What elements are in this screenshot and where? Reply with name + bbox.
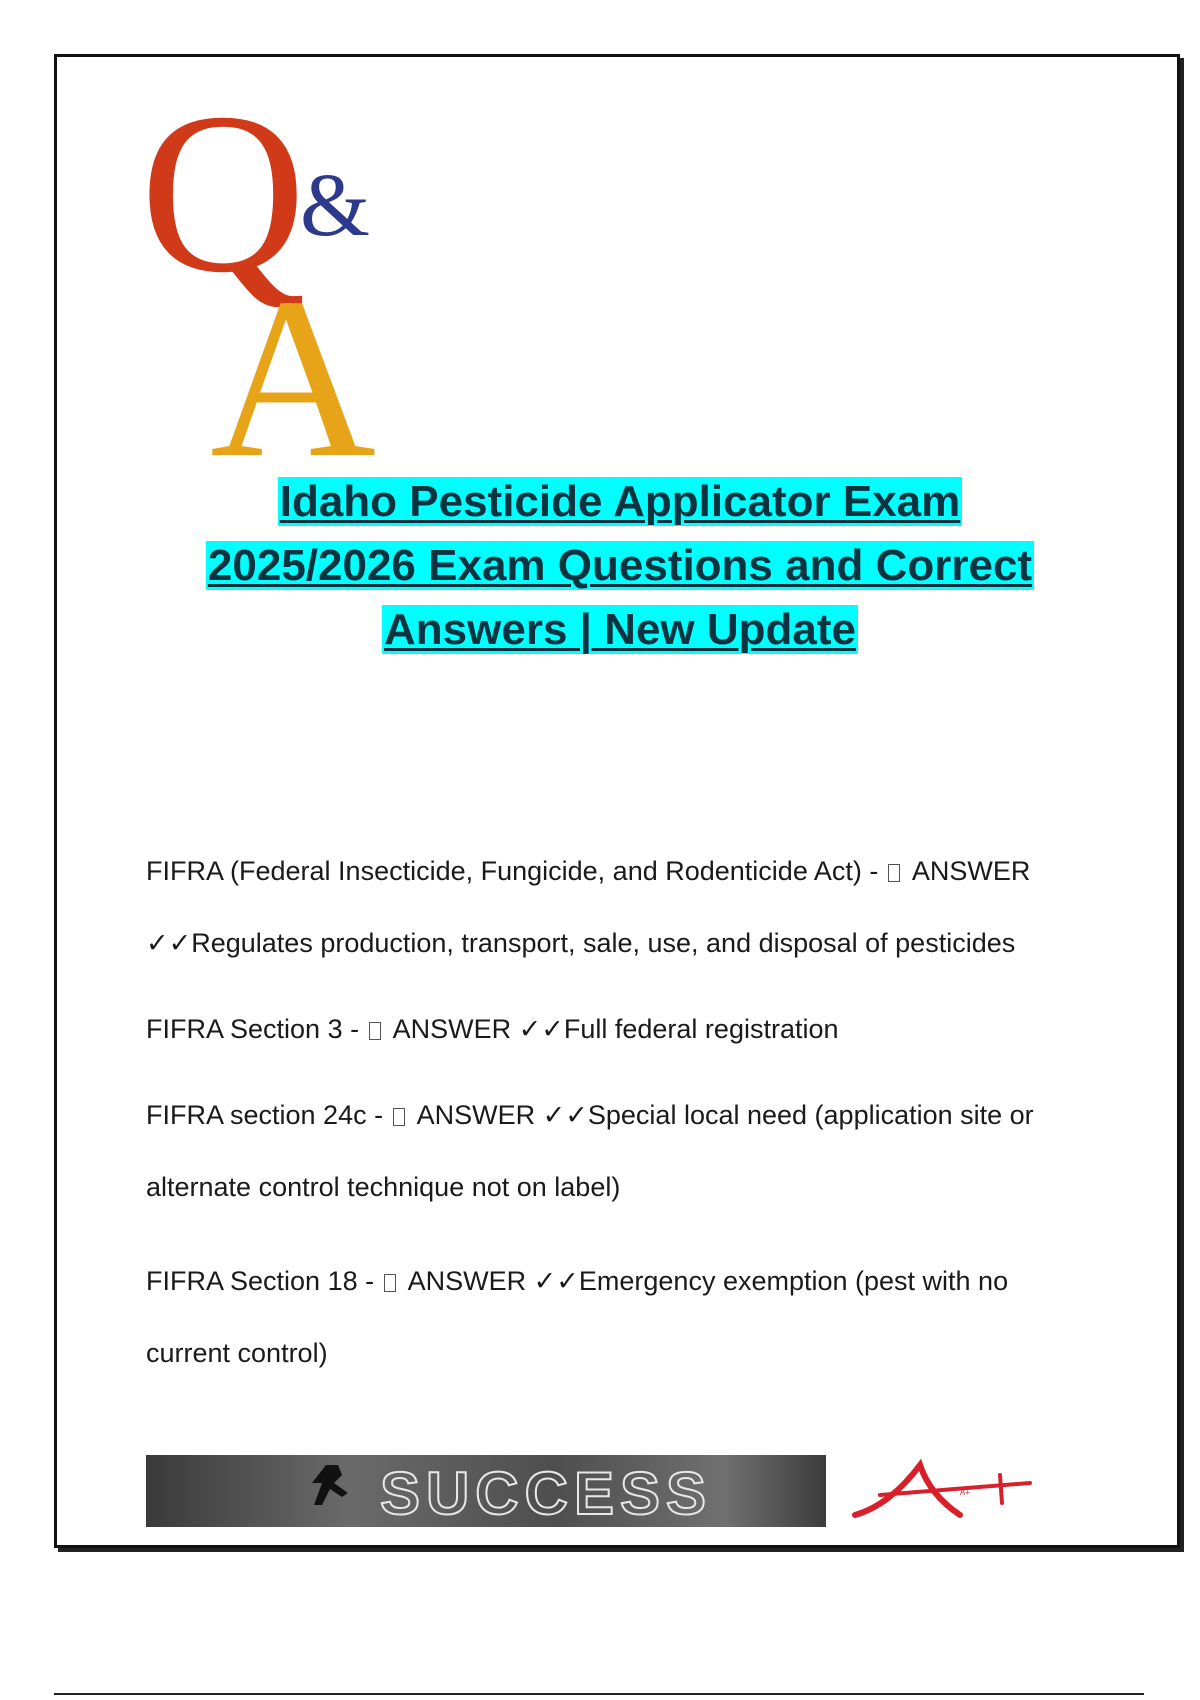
qa-list (146, 835, 1086, 1411)
box-icon (888, 864, 900, 882)
qa-logo (140, 70, 440, 470)
answer-text: ✓✓Special local need (application site or (542, 1100, 1034, 1130)
box-icon (393, 1108, 405, 1126)
box-icon (384, 1274, 396, 1292)
logo-ampersand: & (300, 156, 371, 255)
question-text: FIFRA Section 3 - ANSWER ✓✓Full federal registration (146, 1014, 839, 1044)
qa-item-section-3 (146, 1001, 1086, 1057)
qa-item-section-24c (146, 1079, 1086, 1223)
title-line-2: 2025/2026 Exam Questions and Correct (207, 541, 1033, 590)
answer-text: ✓✓Full federal registration (518, 1014, 839, 1044)
logo-q-letter: Q (140, 70, 307, 320)
document-title (100, 470, 1140, 662)
answer-text: ✓✓Emergency exemption (pest with no (533, 1266, 1009, 1296)
answer-text-continued: alternate control technique not on label) (146, 1172, 621, 1202)
qa-item-fifra (146, 835, 1086, 979)
page-bottom-rule (54, 1693, 1144, 1695)
logo-a-letter: A (210, 250, 377, 470)
success-banner-text: SUCCESS (379, 1460, 713, 1527)
box-icon (369, 1022, 381, 1040)
qa-item-section-18 (146, 1245, 1086, 1389)
title-line-3: Answers | New Update (384, 605, 856, 654)
question-text: FIFRA section 24c - ANSWER ✓✓Special local need (application site or (146, 1100, 1034, 1130)
grade-mark-text: A+ (960, 1488, 971, 1497)
question-text: FIFRA Section 18 - ANSWER ✓✓Emergency exemption (pest with no (146, 1266, 1009, 1296)
answer-text: ✓✓Regulates production, transport, sale, use, and disposal of pesticides (146, 928, 1016, 958)
question-text: FIFRA (Federal Insecticide, Fungicide, and Rodenticide Act) - ANSWER (146, 856, 1031, 886)
grade-mark-logo (850, 1455, 1050, 1535)
answer-text-continued: current control) (146, 1338, 328, 1368)
success-banner-image (146, 1455, 826, 1527)
title-line-1: Idaho Pesticide Applicator Exam (279, 477, 961, 526)
